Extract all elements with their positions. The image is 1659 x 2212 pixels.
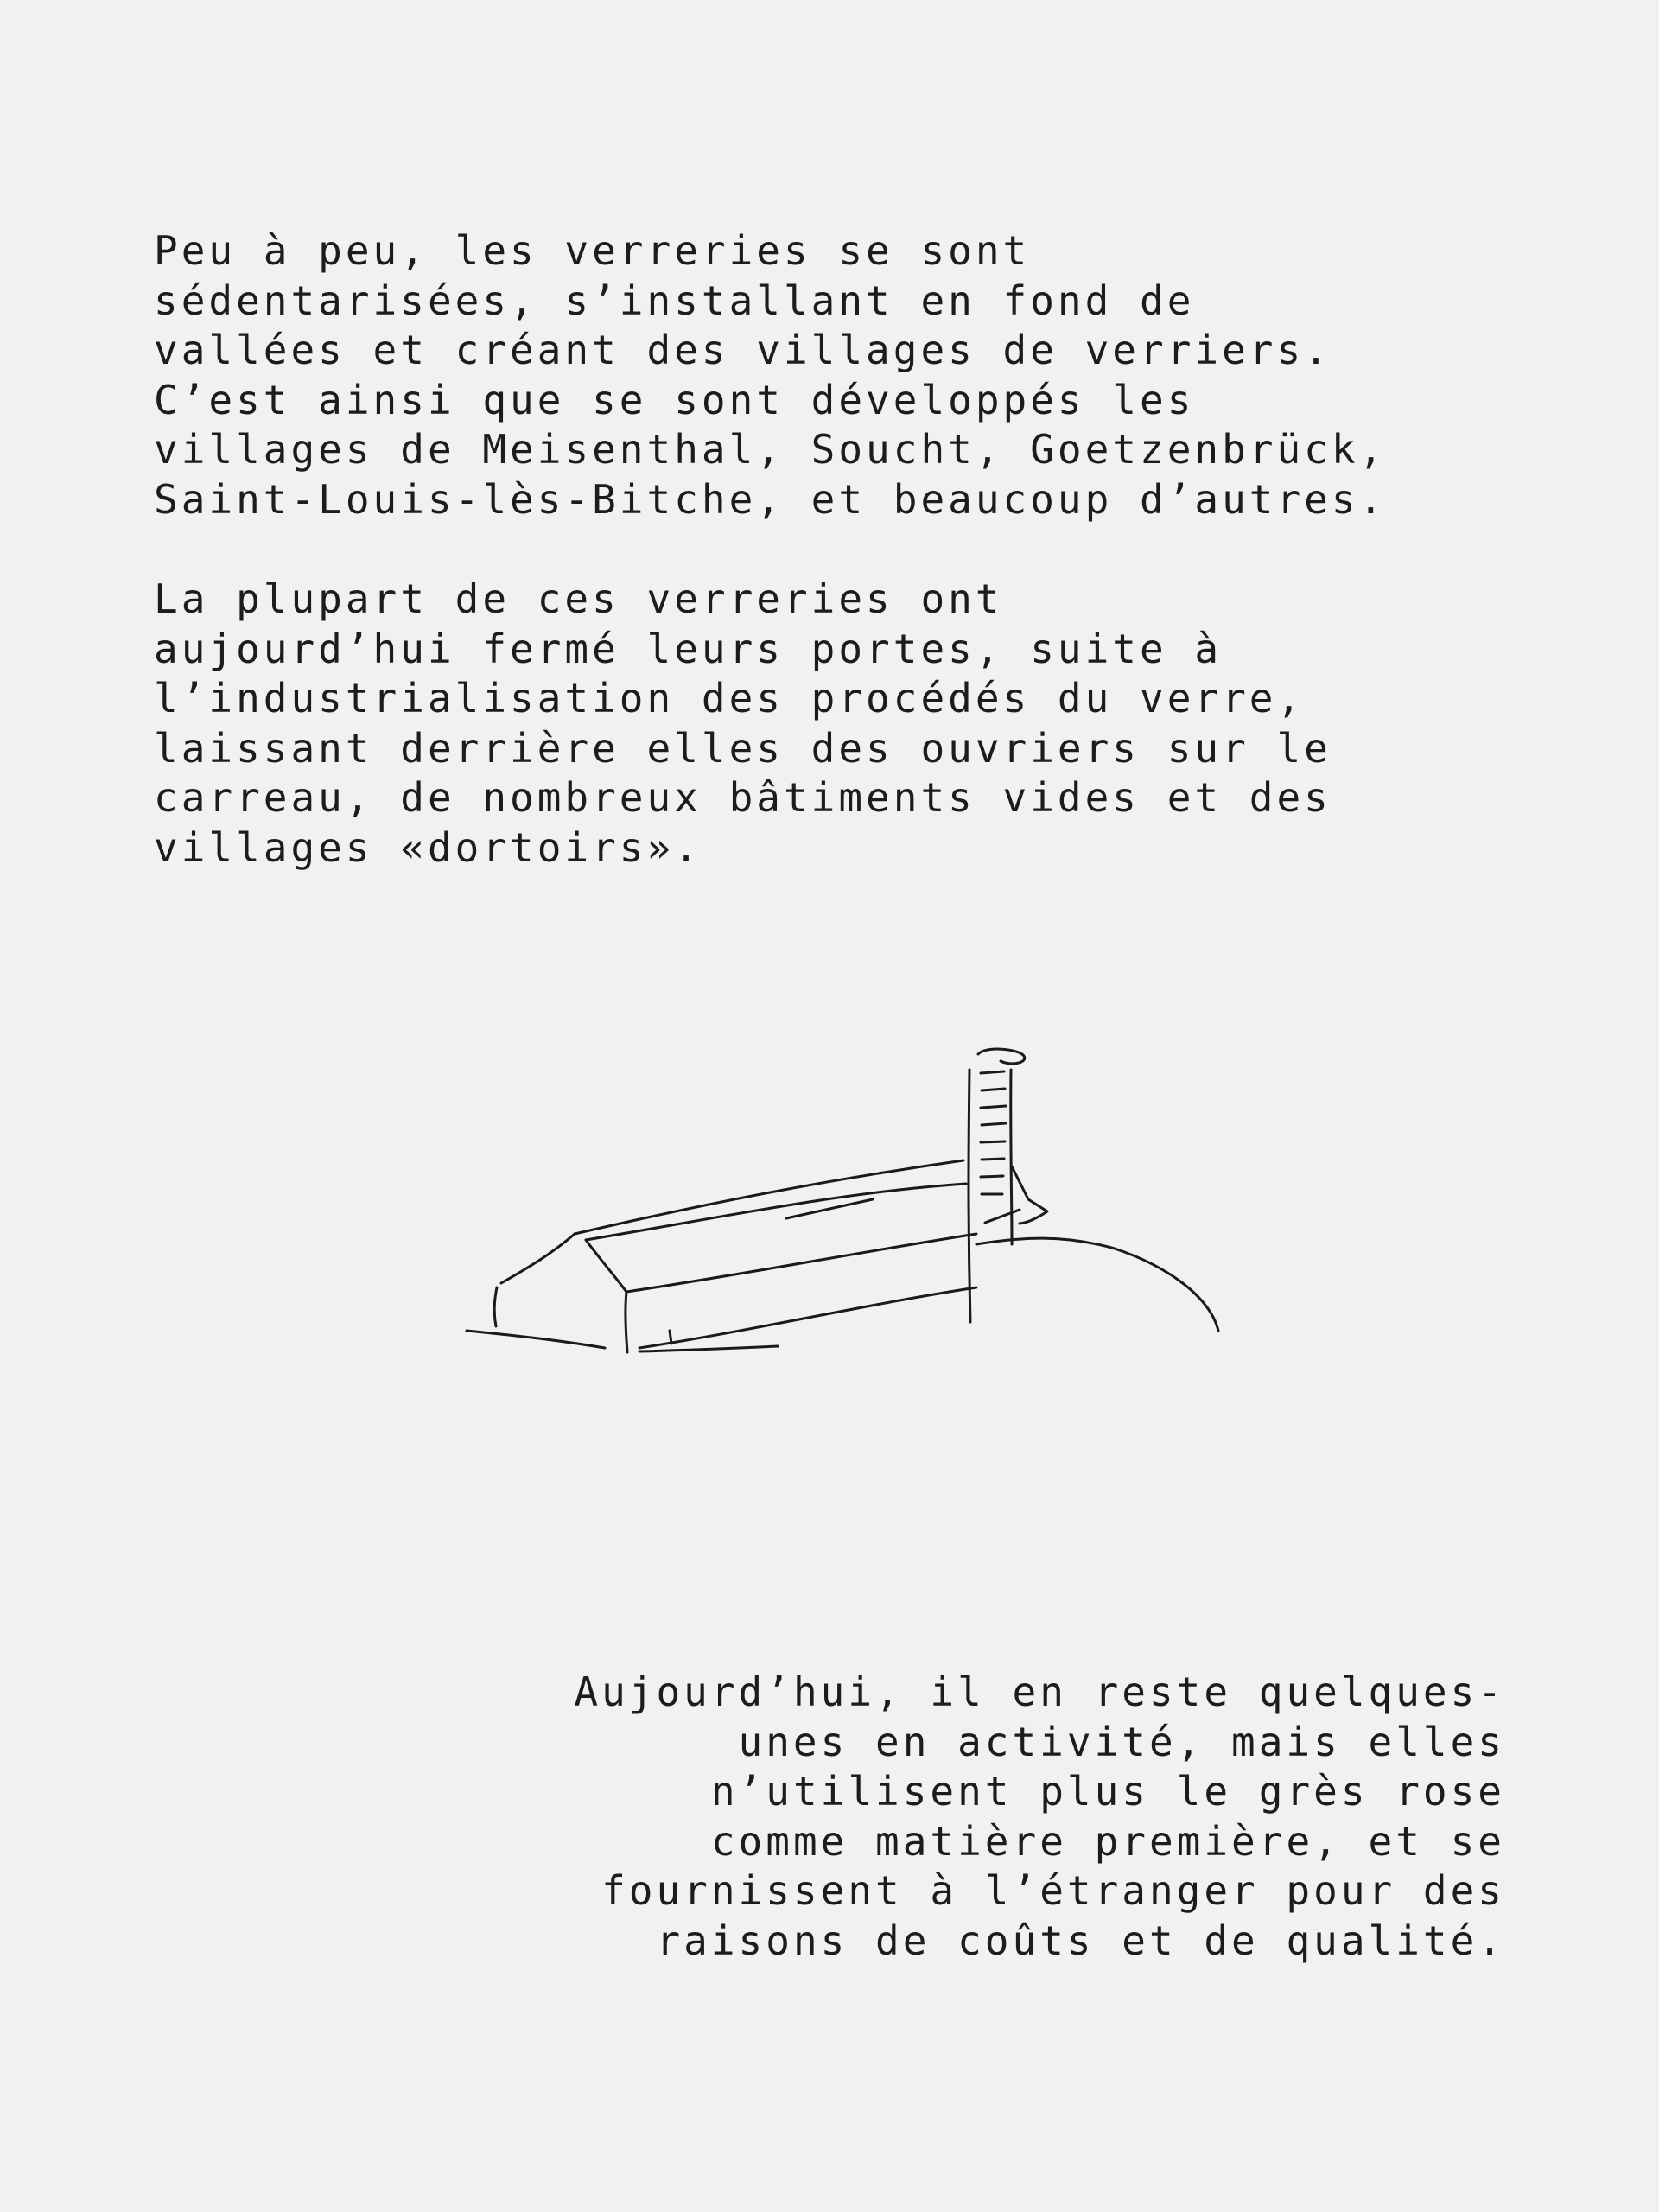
text-line: vallées et créant des villages de verriers. [154,327,1332,373]
wall-left-corner [626,1292,627,1352]
text-line: comme matière première, et se [710,1817,1505,1865]
text-line: unes en activité, mais elles [738,1718,1505,1765]
chimney-rings [981,1071,1006,1194]
paragraph-sedentarisation [154,226,1387,524]
rear-roof [1012,1166,1047,1224]
text-line: Peu à peu, les verreries se sont [154,227,1031,274]
text-line: aujourd’hui fermé leurs portes, suite à [154,625,1223,672]
text-line: n’utilisent plus le grès rose [710,1768,1505,1815]
text-line: Saint-Louis-lès-Bitche, et beaucoup d’autres. [154,475,1387,523]
text-line: Aujourd’hui, il en reste quelques- [574,1669,1505,1715]
ground-line [467,1331,605,1348]
wall-door-mark [670,1331,671,1344]
gable-right [586,1240,626,1292]
text-line: villages de Meisenthal, Soucht, Goetzenbrück, [154,426,1387,473]
paragraph-today [555,1668,1505,1966]
gable-left [501,1234,575,1283]
text-line: villages «dortoirs». [154,823,702,871]
roof-ridge [575,1160,963,1234]
glassworks-factory-sketch [458,1037,1236,1365]
hill [976,1238,1218,1331]
text-line: C’est ainsi que se sont développés les [154,376,1195,423]
chimney-right-edge [1011,1070,1012,1244]
text-line: l’industrialisation des procédés du verre, [154,675,1305,721]
ground-line-2 [639,1346,778,1351]
text-line: carreau, de nombreux bâtiments vides et des [154,774,1332,821]
text-line: fournissent à l’étranger pour des [601,1867,1505,1914]
wall-bottom [639,1287,976,1348]
chimney-top-curl [978,1049,1025,1064]
text-line: laissant derrière elles des ouvriers sur le [154,724,1332,772]
chimney-left-edge [969,1070,970,1322]
text-line: sédentarisées, s’installant en fond de [154,276,1195,324]
rear-roof-slant [985,1210,1020,1223]
text-line: La plupart de ces verreries ont [154,575,1003,622]
text-line: raisons de coûts et de qualité. [656,1916,1505,1964]
left-post [494,1287,497,1326]
paragraph-closures [154,575,1363,873]
wall-top [626,1234,976,1292]
